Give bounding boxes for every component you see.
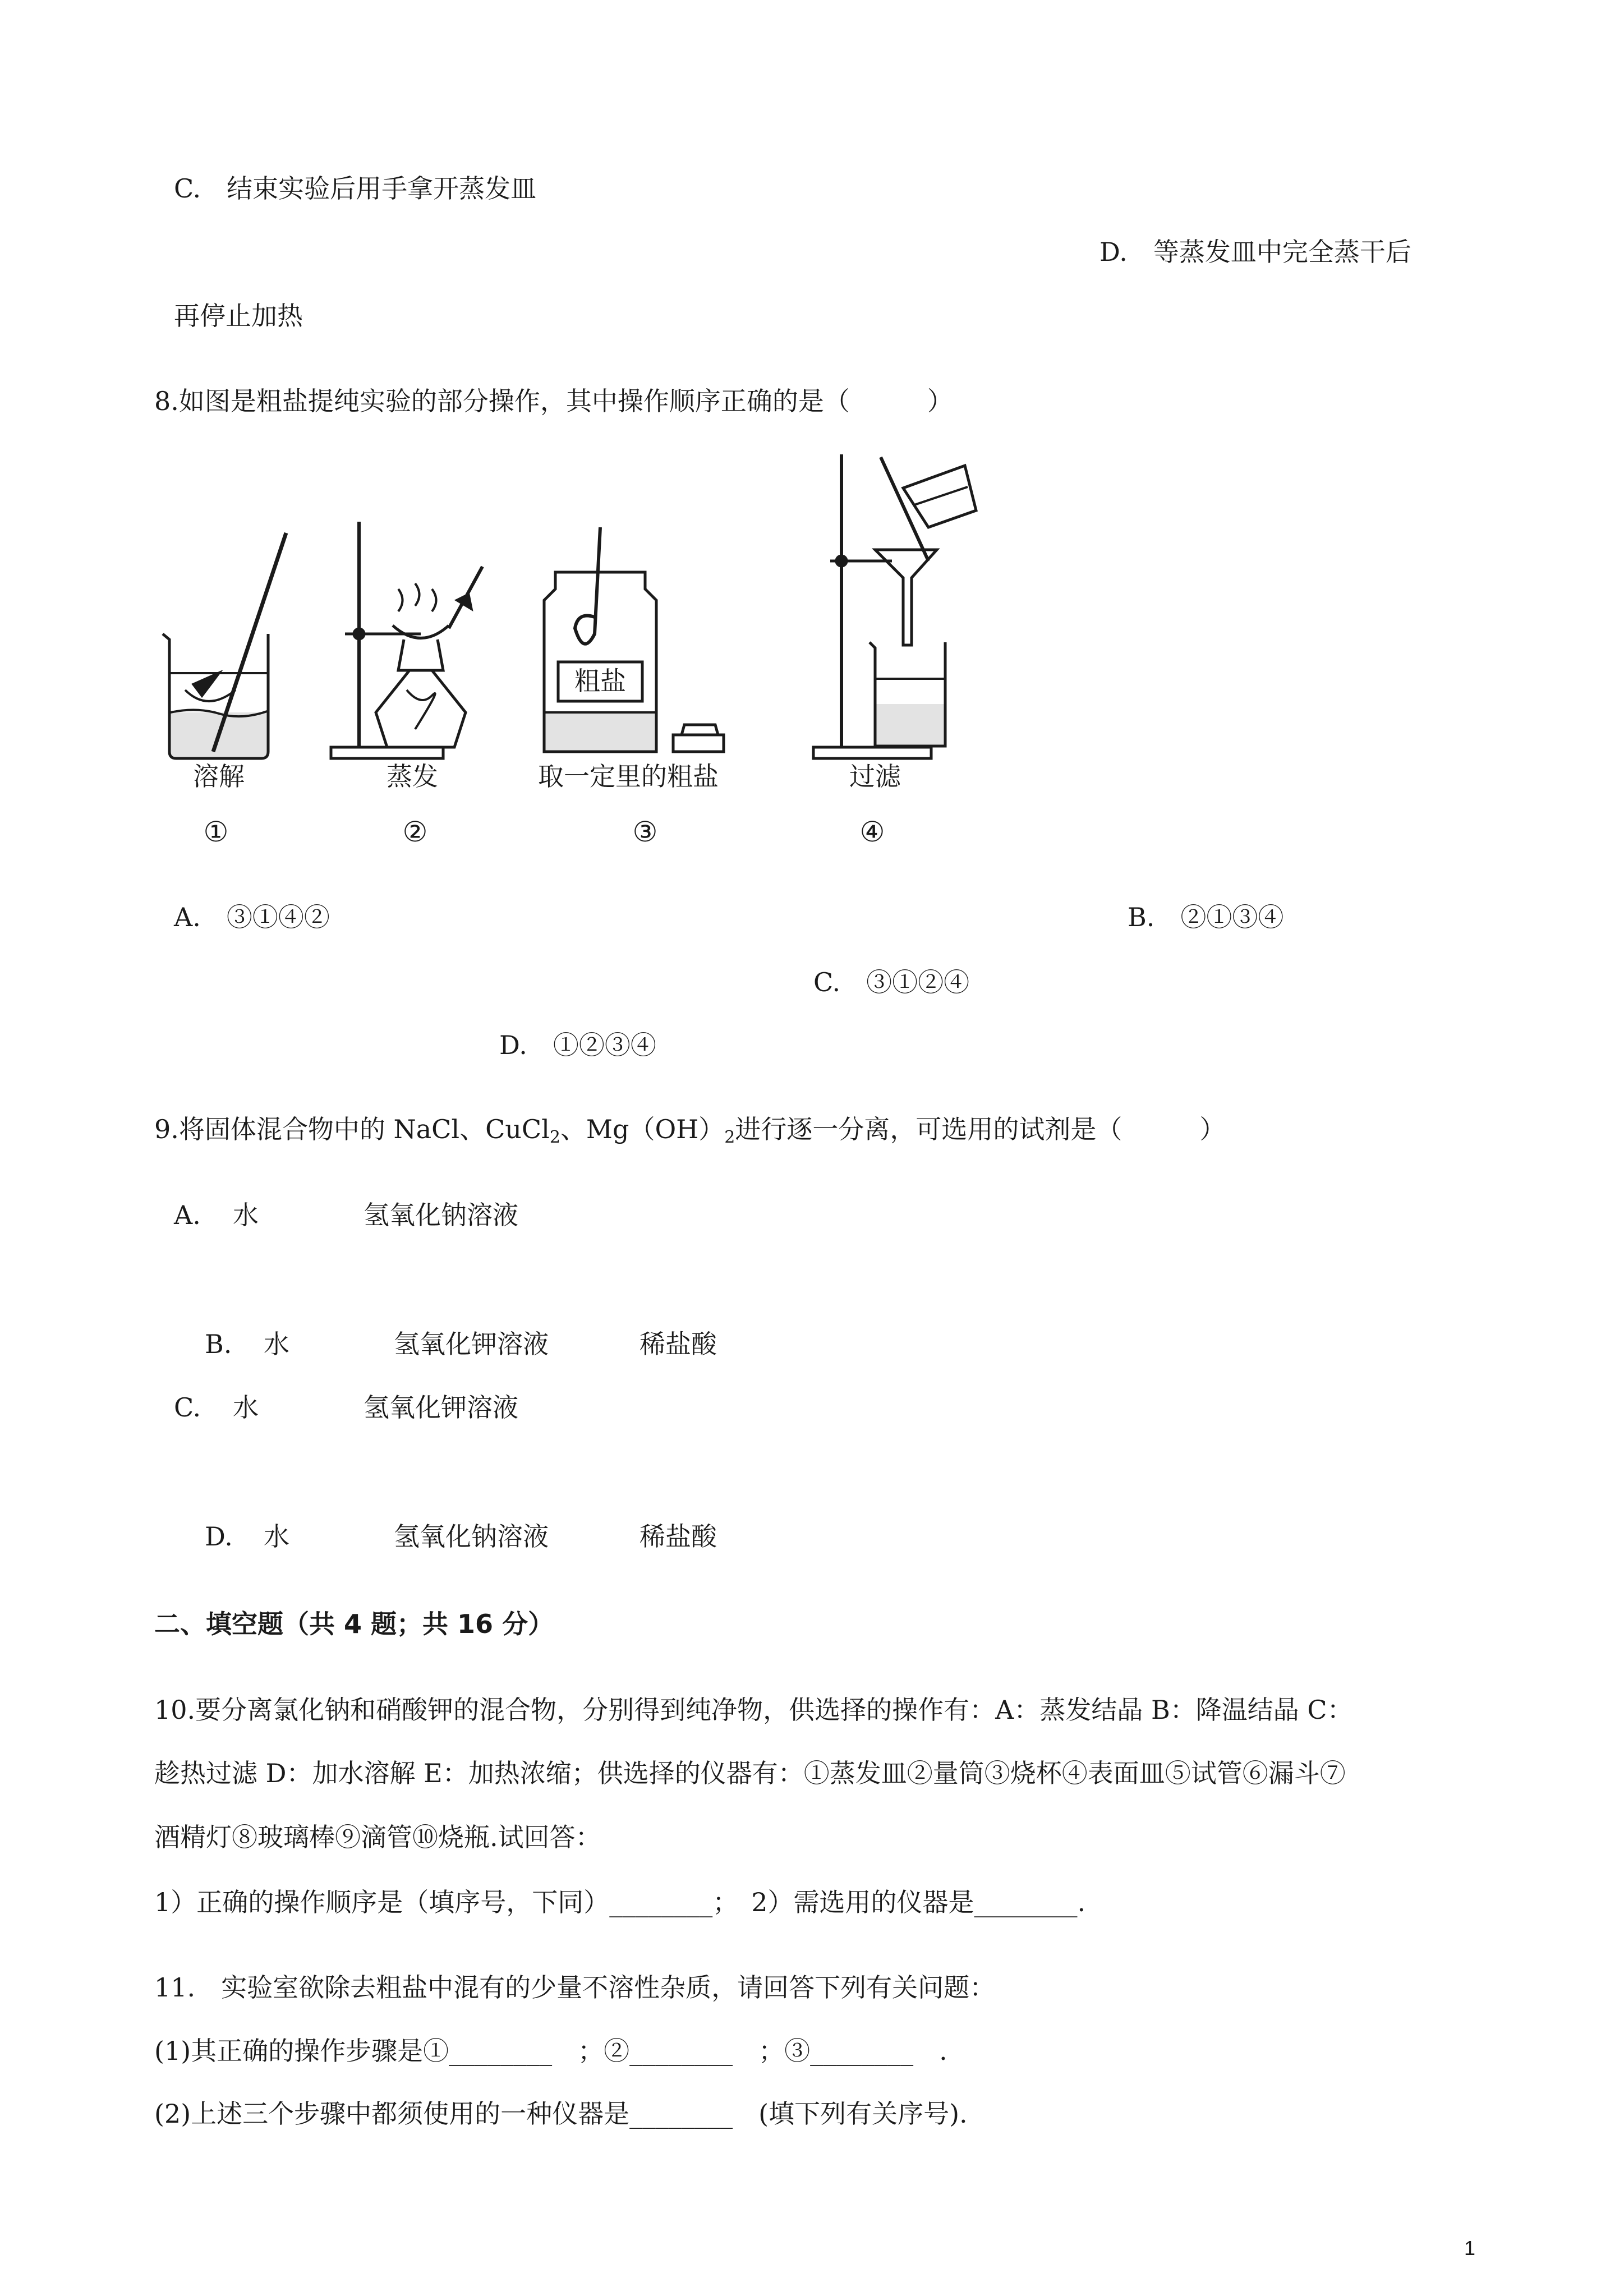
- q7-option-c: C. 结束实验后用手拿开蒸发皿: [174, 173, 537, 204]
- salt-jar-illustration: [544, 527, 724, 752]
- q10-line-3: 酒精灯⑧玻璃棒⑨滴管⑩烧瓶.试回答：: [154, 1822, 601, 1852]
- q7-option-d-continued: 再停止加热: [174, 301, 303, 331]
- q9-option-c-letter: C.: [174, 1392, 201, 1423]
- q9-option-d-letter: D.: [205, 1521, 233, 1552]
- page-number: 1: [1464, 2237, 1476, 2260]
- q10-line-1: 10.要分离氯化钠和硝酸钾的混合物，分别得到纯净物，供选择的操作有：A：蒸发结晶 B：降温结晶 C：: [154, 1695, 1353, 1725]
- label-filter: 过滤: [849, 761, 901, 792]
- q8-figure: [151, 449, 1071, 875]
- section-2-heading: 二、填空题（共 4 题；共 16 分）: [154, 1609, 554, 1639]
- q8-option-b: B. ②①③④: [1128, 902, 1284, 932]
- q7-option-d: D. 等蒸发皿中完全蒸干后: [1099, 237, 1411, 267]
- q11-line-3: (2)上述三个步骤中都须使用的一种仪器是________ (填下列有关序号).: [154, 2099, 968, 2129]
- q9-option-a-letter: A.: [174, 1200, 201, 1230]
- q9-option-a-reagent-2: 氢氧化钠溶液: [364, 1200, 518, 1230]
- salt-jar-label: 粗盐: [574, 666, 626, 696]
- dissolving-beaker-illustration: [163, 533, 286, 758]
- step-number-4: ④: [859, 816, 885, 848]
- q8-option-a: A. ③①④②: [174, 902, 330, 932]
- q11-line-1: 11. 实验室欲除去粗盐中混有的少量不溶性杂质，请回答下列有关问题：: [154, 1972, 996, 2003]
- q9-option-d-reagent-1: 水: [264, 1521, 289, 1552]
- q9-option-b-reagent-1: 水: [264, 1329, 289, 1359]
- q9-option-b-reagent-3: 稀盐酸: [640, 1329, 717, 1359]
- q10-line-2: 趁热过滤 D：加水溶解 E：加热浓缩；供选择的仪器有：①蒸发皿②量筒③烧杯④表面皿⑤试管⑥漏斗⑦: [154, 1758, 1346, 1788]
- q9-stem: 9.将固体混合物中的 NaCl、CuCl$_2$、$Mg(OH)_2$进行逐一分离，可选用的试剂是（ ）: [154, 1114, 1226, 1147]
- q9-option-b-reagent-2: 氢氧化钾溶液: [394, 1329, 549, 1359]
- salt-purification-diagram: [151, 449, 1071, 875]
- q9-option-a-reagent-1: 水: [233, 1200, 259, 1230]
- q11-line-2: (1)其正确的操作步骤是①________ ；②________ ；③________ .: [154, 2036, 947, 2066]
- q9-option-c-reagent-1: 水: [233, 1392, 259, 1423]
- q9-option-b-letter: B.: [205, 1329, 232, 1359]
- q8-stem: 8.如图是粗盐提纯实验的部分操作，其中操作顺序正确的是（ ）: [154, 386, 953, 416]
- q9-option-d-reagent-2: 氢氧化钠溶液: [394, 1521, 549, 1552]
- evaporation-setup-illustration: [331, 522, 482, 758]
- step-number-1: ①: [203, 816, 229, 848]
- q8-option-d: D. ①②③④: [499, 1030, 656, 1060]
- label-evaporate: 蒸发: [387, 761, 438, 792]
- q10-line-4: 1）正确的操作顺序是（填序号，下同）________； 2）需选用的仪器是________.: [154, 1887, 1086, 1917]
- q8-option-c: C. ③①②④: [813, 967, 970, 997]
- label-take-salt: 取一定里的粗盐: [538, 761, 719, 792]
- label-dissolve: 溶解: [193, 761, 245, 792]
- filtration-setup-illustration: [813, 454, 976, 758]
- step-number-2: ②: [402, 816, 428, 848]
- q9-option-d-reagent-3: 稀盐酸: [640, 1521, 717, 1552]
- q9-option-c-reagent-2: 氢氧化钾溶液: [364, 1392, 518, 1423]
- step-number-3: ③: [632, 816, 658, 848]
